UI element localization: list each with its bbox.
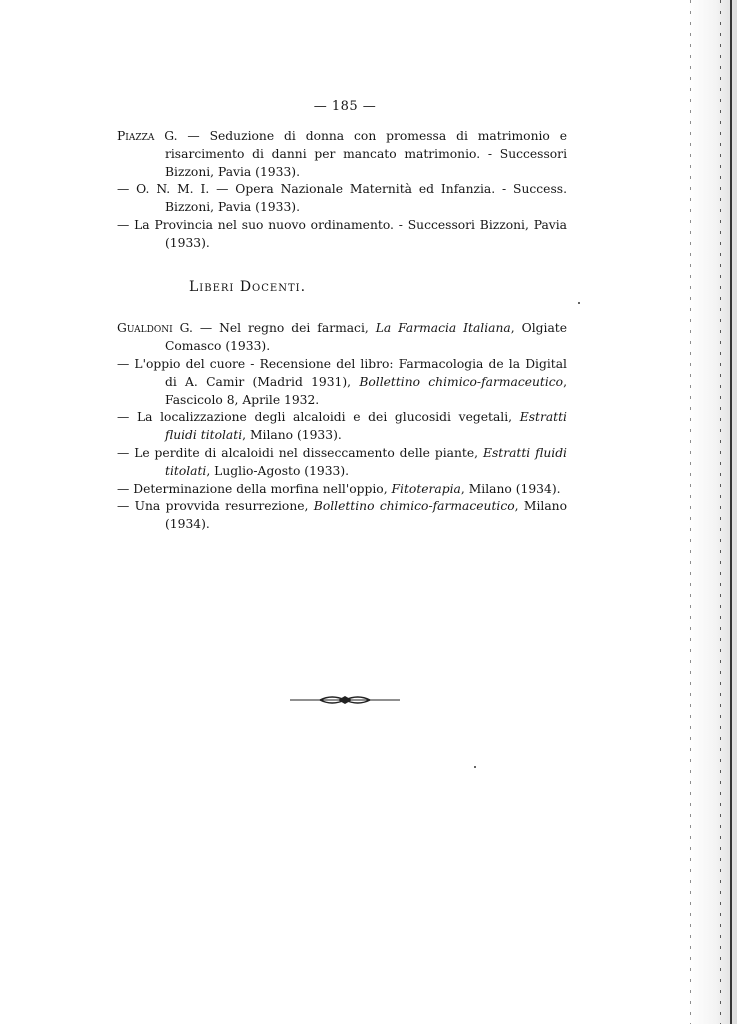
page-edge-line	[730, 0, 732, 1024]
entry-text: — Le perdite di alcaloidi nel disseccamento delle piante,	[117, 445, 483, 460]
scan-speck	[474, 766, 476, 768]
entry-text: — O. N. M. I. — Opera Nazionale Maternità ed Infanzia. - Success. Bizzoni, Pavia (1933).	[117, 182, 567, 215]
bibliography-entry	[117, 498, 567, 534]
entry-journal: Estratti fluidi titolati	[165, 410, 567, 443]
entry-journal: Bollettino chimico-farmaceutico	[313, 499, 515, 514]
entry-journal: Fitoterapia	[391, 481, 461, 496]
entry-text: , Milano (1933).	[242, 428, 342, 443]
entry-text: , Olgiate Comasco (1933).	[165, 321, 567, 354]
scan-speck	[578, 302, 580, 304]
entry-journal: Estratti fluidi titolati	[165, 445, 567, 478]
entry-text: — Una provvida resurrezione,	[117, 499, 314, 514]
entry-author: Gualdoni G.	[117, 321, 193, 336]
entry-text: , Luglio-Agosto (1933).	[206, 463, 350, 478]
bibliography-content	[117, 128, 567, 534]
entry-journal: Bollettino chimico-farmaceutico	[359, 374, 564, 389]
entry-journal: La Farmacia Italiana	[375, 321, 511, 336]
bibliography-entry	[117, 181, 567, 217]
section-heading: Liberi Docenti.	[189, 278, 307, 295]
entry-text: — La localizzazione degli alcaloidi e dei glucosidi vegetali,	[117, 410, 520, 425]
bibliography-entry	[117, 445, 567, 481]
bibliography-entry	[117, 320, 567, 356]
entry-text: — Determinazione della morfina nell'oppio,	[117, 481, 392, 496]
entry-author: Piazza G.	[117, 129, 178, 143]
bibliography-entry	[117, 356, 567, 409]
bibliography-entry	[117, 481, 567, 499]
bibliography-entry	[117, 128, 567, 181]
decorative-rule-icon	[290, 692, 400, 708]
entry-text: , Fascicolo 8, Aprile 1932.	[165, 374, 567, 407]
entry-text: , Milano (1934).	[165, 499, 567, 532]
page-edge-line	[720, 0, 721, 1024]
entry-text: , Milano (1934).	[460, 481, 561, 496]
entry-text: — Nel regno dei farmaci,	[192, 321, 376, 336]
bibliography-entry	[117, 217, 567, 253]
entry-text: — L'oppio del cuore - Recensione del libro: Farmacologia de la Digital di A. Camir (Madrid 1931),	[117, 356, 567, 389]
entry-text: — Seduzione di donna con promessa di matrimonio e risarcimento di danni per mancato matrimonio. - Successori Bizzoni, Pavia (1933).	[165, 129, 567, 179]
page-edge-line	[690, 0, 691, 1024]
page-number: — 185 —	[313, 99, 377, 114]
bibliography-entry	[117, 409, 567, 445]
entry-text: — La Provincia nel suo nuovo ordinamento. - Successori Bizzoni, Pavia (1933).	[117, 217, 567, 250]
